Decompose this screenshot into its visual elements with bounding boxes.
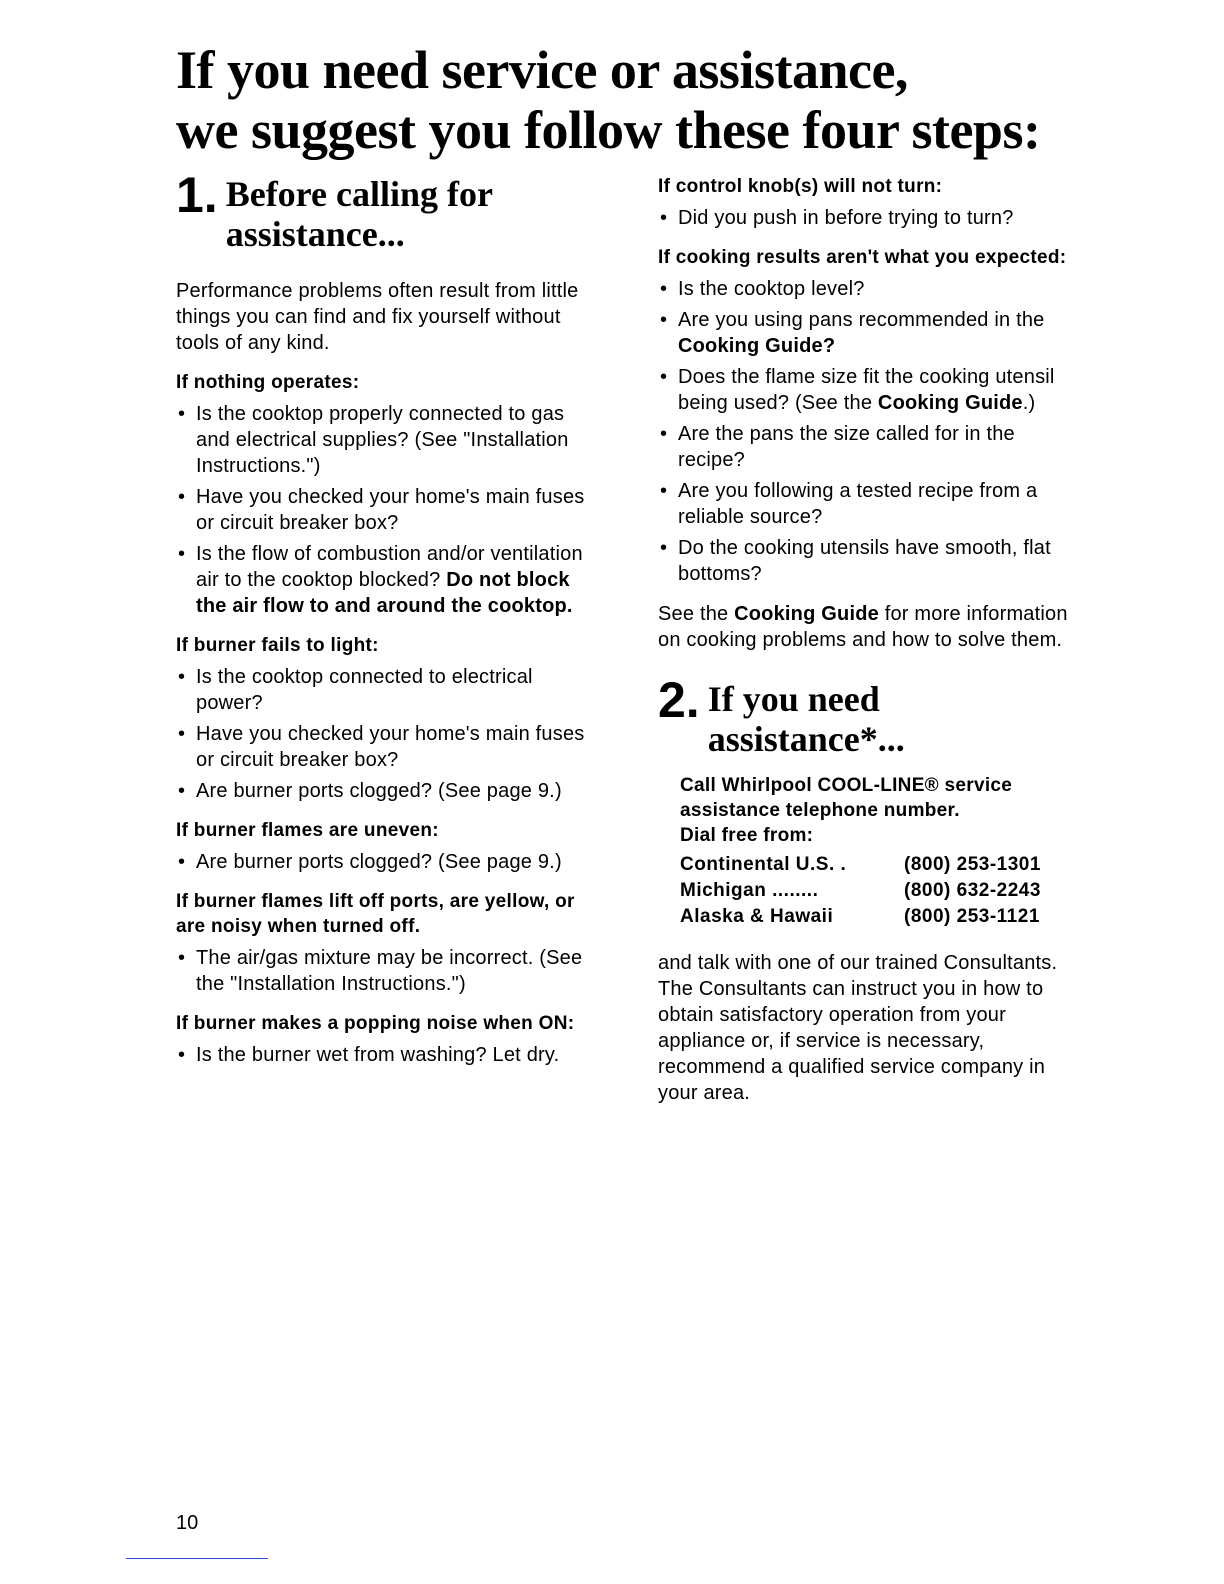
section2-title-line1: If you need bbox=[707, 679, 880, 719]
cooking-guide-ref: Cooking Guide bbox=[877, 392, 1023, 414]
list-item-text: Does the flame size fit the cooking utensil being used? (See the bbox=[678, 366, 1055, 414]
section1-title-line1: Before calling for bbox=[225, 174, 493, 214]
list-item bbox=[658, 364, 1082, 416]
nothing-operates-list bbox=[176, 401, 600, 619]
list-item: • Are burner ports clogged? (See page 9.) bbox=[176, 778, 600, 804]
consultants-paragraph: and talk with one of our trained Consultants. The Consultants can instruct you in how to obtain satisfactory operation from your appliance or, if service is necessary, recommend a qualified service company in your area. bbox=[658, 952, 1058, 1104]
list-item-text: Are you using pans recommended in the bbox=[678, 309, 1045, 331]
footer-rule bbox=[126, 1558, 268, 1559]
phone-row-alaska-hawaii bbox=[680, 904, 1082, 930]
phone-location: Alaska & Hawaii bbox=[680, 906, 834, 927]
control-knob-heading: If control knob(s) will not turn: bbox=[658, 176, 943, 197]
phone-row-continental bbox=[680, 852, 1082, 878]
cooking-guide-ref: Cooking Guide bbox=[734, 603, 879, 625]
list-item: • Is the cooktop properly connected to gas and electrical supplies? (See "Installation Instructions.") bbox=[176, 401, 600, 479]
section1-number: 1. bbox=[176, 167, 218, 223]
page-title-line1: If you need service or assistance, bbox=[176, 40, 908, 100]
page-number: 10 bbox=[176, 1512, 199, 1534]
section1-title bbox=[226, 174, 493, 254]
popping-noise-heading: If burner makes a popping noise when ON: bbox=[176, 1013, 575, 1034]
list-item: • Is the cooktop level? bbox=[658, 276, 1082, 302]
list-item: • Is the cooktop connected to electrical power? bbox=[176, 664, 600, 716]
phone-number: (800) 253-1121 bbox=[904, 906, 1040, 927]
phone-list bbox=[680, 852, 1082, 930]
flames-lift-list bbox=[176, 945, 600, 997]
section1-title-line2: assistance... bbox=[225, 214, 405, 254]
page-title bbox=[176, 40, 1176, 160]
page-title-line2: we suggest you follow these four steps: bbox=[176, 100, 1041, 160]
see-pre: See the bbox=[658, 603, 729, 625]
section1-heading bbox=[176, 167, 600, 254]
phone-location: Michigan ........ bbox=[680, 880, 819, 901]
list-item: • Is the burner wet from washing? Let dry. bbox=[176, 1042, 600, 1068]
cooking-guide-ref: Cooking Guide? bbox=[678, 335, 836, 357]
popping-noise-list bbox=[176, 1042, 600, 1068]
section2-title bbox=[708, 679, 905, 759]
right-column bbox=[658, 174, 1082, 1120]
section2-heading bbox=[658, 672, 1082, 759]
list-item: • Are the pans the size called for in the recipe? bbox=[658, 421, 1082, 473]
nothing-operates-heading: If nothing operates: bbox=[176, 372, 360, 393]
flames-uneven-heading: If burner flames are uneven: bbox=[176, 820, 439, 841]
list-item: • Do the cooking utensils have smooth, flat bottoms? bbox=[658, 535, 1082, 587]
list-item: • Did you push in before trying to turn? bbox=[658, 205, 1082, 231]
cool-line-instruction: Call Whirlpool COOL-LINE® service assistance telephone number. bbox=[680, 775, 1013, 821]
list-item bbox=[658, 307, 1082, 359]
left-column bbox=[176, 167, 600, 1082]
list-item: • The air/gas mixture may be incorrect. (See the "Installation Instructions.") bbox=[176, 945, 600, 997]
list-item: • Have you checked your home's main fuses or circuit breaker box? bbox=[176, 484, 600, 536]
see-post: for more information on cooking problems and how to solve them. bbox=[658, 603, 1068, 651]
dial-free-label: Dial free from: bbox=[680, 825, 814, 846]
phone-number: (800) 253-1301 bbox=[904, 854, 1041, 875]
section2-title-line2: assistance*... bbox=[707, 719, 905, 759]
cool-line-block bbox=[680, 773, 1082, 930]
list-item: • Have you checked your home's main fuses or circuit breaker box? bbox=[176, 721, 600, 773]
phone-location: Continental U.S. . bbox=[680, 854, 847, 875]
flames-lift-heading: If burner flames lift off ports, are yellow, or are noisy when turned off. bbox=[176, 891, 575, 937]
control-knob-list bbox=[658, 205, 1082, 231]
list-item-text: Is the flow of combustion and/or ventilation air to the cooktop blocked? bbox=[196, 543, 583, 591]
burner-fails-heading: If burner fails to light: bbox=[176, 635, 379, 656]
list-item bbox=[176, 541, 600, 619]
see-cooking-guide bbox=[658, 601, 1082, 653]
list-item: • Are burner ports clogged? (See page 9.) bbox=[176, 849, 600, 875]
cooking-results-list bbox=[658, 276, 1082, 587]
flames-uneven-list bbox=[176, 849, 600, 875]
section1-intro: Performance problems often result from little things you can find and fix yourself without tools of any kind. bbox=[176, 280, 579, 354]
list-item-text-end: .) bbox=[1022, 392, 1036, 414]
section2-number: 2. bbox=[658, 672, 700, 728]
cooking-results-heading: If cooking results aren't what you expected: bbox=[658, 247, 1067, 268]
phone-number: (800) 632-2243 bbox=[904, 880, 1041, 901]
phone-row-michigan bbox=[680, 878, 1082, 904]
air-flow-warning: Do not block the air flow to and around the cooktop. bbox=[196, 569, 573, 617]
burner-fails-list bbox=[176, 664, 600, 804]
list-item: • Are you following a tested recipe from a reliable source? bbox=[658, 478, 1082, 530]
